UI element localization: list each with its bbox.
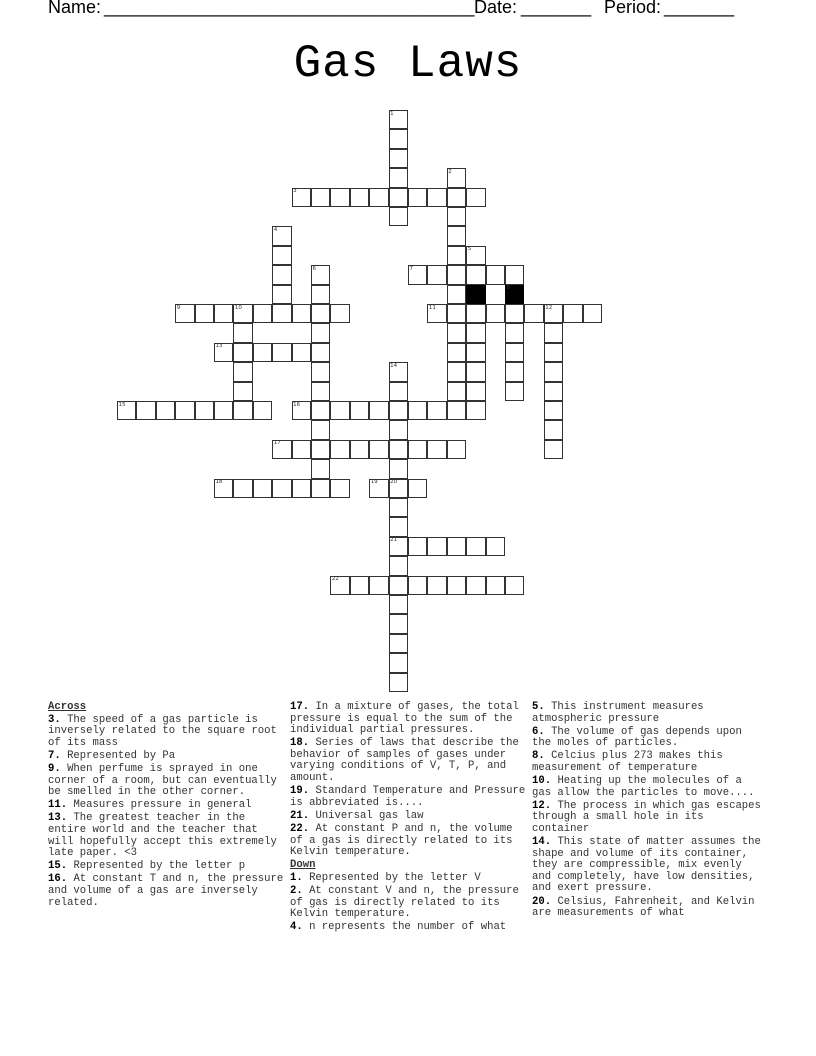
- crossword-cell[interactable]: [466, 401, 485, 420]
- crossword-cell[interactable]: [466, 265, 485, 284]
- crossword-cell[interactable]: [330, 440, 349, 459]
- clue-text: When perfume is sprayed in one corner of a room, but can eventually be smelled in the other corner.: [48, 762, 277, 799]
- crossword-cell[interactable]: [389, 401, 408, 420]
- crossword-cell[interactable]: [447, 401, 466, 420]
- crossword-cell[interactable]: [447, 285, 466, 304]
- clue-item: [532, 702, 766, 725]
- clue-number-label: 8: [506, 285, 510, 292]
- crossword-cell[interactable]: [136, 401, 155, 420]
- crossword-cell[interactable]: [292, 479, 311, 498]
- clue-number-label: 3: [293, 188, 297, 195]
- crossword-cell[interactable]: [311, 304, 330, 323]
- clue-number-label: 16: [293, 401, 301, 408]
- crossword-cell[interactable]: [447, 576, 466, 595]
- clue-number: 11.: [48, 799, 68, 812]
- clue-item: [48, 715, 286, 750]
- across-clue-list: [48, 715, 286, 910]
- crossword-cell[interactable]: [447, 440, 466, 459]
- crossword-cell[interactable]: [447, 207, 466, 226]
- clue-item: [290, 702, 528, 737]
- crossword-cell[interactable]: [311, 420, 330, 439]
- crossword-cell[interactable]: [233, 382, 252, 401]
- clue-number-label: 4: [273, 226, 278, 233]
- clue-text: At constant V and n, the pressure of gas is directly related to its Kelvin temperature.: [290, 884, 519, 921]
- crossword-cell[interactable]: [350, 576, 369, 595]
- crossword-cell[interactable]: [408, 401, 427, 420]
- crossword-cell[interactable]: [214, 401, 233, 420]
- crossword-cell[interactable]: [447, 188, 466, 207]
- crossword-cell[interactable]: [389, 614, 408, 633]
- clue-item: [48, 800, 286, 812]
- clue-number: 20.: [532, 895, 552, 908]
- clue-text: Heating up the molecules of a gas allow the particles to move....: [532, 775, 755, 799]
- down-clue-list-continued: [532, 702, 766, 920]
- clue-number: 13.: [48, 812, 68, 825]
- clue-text: The greatest teacher in the entire world and the teacher that will hopefully accept this extremely late paper. <3: [48, 812, 277, 860]
- clue-item: [48, 861, 286, 873]
- clue-item: [48, 751, 286, 763]
- crossword-cell[interactable]: [427, 440, 446, 459]
- crossword-cell[interactable]: [544, 401, 563, 420]
- clue-number-label: 10: [234, 304, 242, 311]
- crossword-cell[interactable]: [311, 440, 330, 459]
- clue-number-label: 7: [409, 265, 413, 272]
- clue-number-label: 11: [428, 304, 436, 311]
- clue-text: At constant T and n, the pressure and volume of a gas are inversely related.: [48, 873, 284, 909]
- clue-number-label: 21: [390, 537, 398, 544]
- crossword-cell[interactable]: [369, 576, 388, 595]
- crossword-cell[interactable]: [408, 479, 427, 498]
- crossword-cell[interactable]: [253, 479, 272, 498]
- crossword-cell[interactable]: [447, 382, 466, 401]
- crossword-cell[interactable]: [486, 576, 505, 595]
- crossword-cell[interactable]: [447, 246, 466, 265]
- crossword-cell[interactable]: [389, 188, 408, 207]
- clue-number: 10.: [532, 775, 552, 788]
- clues-column-2: [290, 702, 528, 935]
- clue-number-label: 9: [176, 304, 181, 311]
- crossword-cell[interactable]: [311, 188, 330, 207]
- crossword-cell[interactable]: [272, 246, 291, 265]
- crossword-cell[interactable]: [389, 595, 408, 614]
- clue-number: 1.: [290, 871, 303, 884]
- crossword-cell[interactable]: [563, 304, 582, 323]
- clue-text: Measures pressure in general: [73, 799, 252, 812]
- crossword-cell[interactable]: [330, 188, 349, 207]
- clue-text: Series of laws that describe the behavior of samples of gases under varying conditions of V, T, P, and amount.: [290, 737, 519, 785]
- crossword-cell[interactable]: [272, 343, 291, 362]
- clue-text: Universal gas law: [315, 809, 424, 822]
- clue-number-label: 19: [370, 479, 378, 486]
- clue-number: 16.: [48, 873, 68, 886]
- clue-number: 21.: [290, 809, 310, 822]
- clue-number: 22.: [290, 822, 310, 835]
- clue-number: 4.: [290, 921, 303, 934]
- crossword-cell[interactable]: [447, 304, 466, 323]
- clue-number-label: 6: [312, 265, 316, 272]
- crossword-cell[interactable]: [214, 304, 233, 323]
- crossword-cell[interactable]: [330, 479, 349, 498]
- crossword-cell[interactable]: [195, 304, 214, 323]
- across-heading: Across: [48, 701, 87, 713]
- clue-item: [48, 874, 286, 909]
- clue-item: [532, 751, 766, 774]
- crossword-cell[interactable]: [486, 265, 505, 284]
- crossword-cell[interactable]: [311, 362, 330, 381]
- clue-number: 15.: [48, 860, 68, 873]
- crossword-cell[interactable]: [408, 440, 427, 459]
- crossword-cell[interactable]: [408, 537, 427, 556]
- clue-text: At constant P and n, the volume of a gas is directly related to its Kelvin temperature.: [290, 822, 513, 859]
- crossword-cell[interactable]: [330, 401, 349, 420]
- crossword-cell[interactable]: [583, 304, 602, 323]
- crossword-cell[interactable]: [505, 382, 524, 401]
- crossword-cell[interactable]: [389, 498, 408, 517]
- crossword-cell[interactable]: [253, 343, 272, 362]
- crossword-cell[interactable]: [544, 382, 563, 401]
- crossword-cell[interactable]: [486, 537, 505, 556]
- date-blank[interactable]: _______: [521, 0, 592, 17]
- crossword-cell[interactable]: [233, 362, 252, 381]
- crossword-cell[interactable]: [389, 517, 408, 536]
- crossword-cell[interactable]: [447, 323, 466, 342]
- crossword-cell[interactable]: [389, 653, 408, 672]
- crossword-cell[interactable]: [311, 459, 330, 478]
- crossword-cell[interactable]: [311, 479, 330, 498]
- date-label: Date:: [474, 0, 518, 17]
- clue-number: 6.: [532, 725, 545, 738]
- clue-item: [532, 776, 766, 799]
- crossword-cell[interactable]: [427, 401, 446, 420]
- crossword-cell[interactable]: [369, 188, 388, 207]
- crossword-cell[interactable]: [272, 479, 291, 498]
- crossword-cell[interactable]: [466, 323, 485, 342]
- crossword-cell[interactable]: [389, 207, 408, 226]
- clue-number: 8.: [532, 750, 545, 763]
- crossword-cell[interactable]: [466, 304, 485, 323]
- clue-text: This instrument measures atmospheric pressure: [532, 701, 704, 725]
- crossword-cell[interactable]: [272, 304, 291, 323]
- crossword-cell[interactable]: [369, 440, 388, 459]
- crossword-cell[interactable]: [175, 401, 194, 420]
- clue-number-label: 12: [545, 304, 553, 311]
- crossword-cell[interactable]: [156, 401, 175, 420]
- clue-text: Represented by Pa: [67, 749, 176, 762]
- crossword-cell[interactable]: [389, 576, 408, 595]
- crossword-cell[interactable]: [505, 343, 524, 362]
- clues-column-3: [532, 702, 766, 921]
- crossword-cell[interactable]: [427, 188, 446, 207]
- crossword-cell[interactable]: [350, 401, 369, 420]
- crossword-cell[interactable]: [389, 129, 408, 148]
- crossword-cell[interactable]: [544, 440, 563, 459]
- clue-number-label: 17: [273, 440, 281, 447]
- clue-text: This state of matter assumes the shape and volume of its container, they are compressible, mix evenly and completely, have low densities, and exert pressure.: [532, 836, 761, 895]
- period-blank[interactable]: _______: [664, 0, 735, 17]
- crossword-cell[interactable]: [427, 265, 446, 284]
- crossword-cell[interactable]: [505, 362, 524, 381]
- crossword-cell[interactable]: [544, 420, 563, 439]
- crossword-cell[interactable]: [524, 304, 543, 323]
- clue-text: n represents the number of what: [309, 921, 507, 934]
- crossword-cell[interactable]: [292, 304, 311, 323]
- clue-number: 19.: [290, 785, 310, 798]
- crossword-cell[interactable]: [544, 323, 563, 342]
- crossword-cell[interactable]: [466, 537, 485, 556]
- clue-number-label: 13: [215, 343, 223, 350]
- clue-number: 2.: [290, 884, 303, 897]
- clue-number: 5.: [532, 701, 545, 713]
- crossword-cell[interactable]: [311, 323, 330, 342]
- clue-text: Represented by the letter p: [73, 860, 246, 873]
- crossword-cell[interactable]: [389, 459, 408, 478]
- crossword-cell[interactable]: [389, 420, 408, 439]
- name-label: Name:: [48, 0, 102, 17]
- crossword-cell[interactable]: [233, 343, 252, 362]
- clue-item: [290, 738, 528, 784]
- clue-text: The process in which gas escapes through a small hole in its container: [532, 799, 761, 835]
- clue-number: 12.: [532, 799, 552, 812]
- crossword-cell[interactable]: [447, 226, 466, 245]
- down-clue-list: [290, 873, 528, 934]
- crossword-cell[interactable]: [292, 440, 311, 459]
- clue-number: 17.: [290, 701, 310, 713]
- clue-number-label: 1: [390, 110, 394, 117]
- crossword-cell[interactable]: [389, 382, 408, 401]
- crossword-cell[interactable]: [427, 537, 446, 556]
- clue-number: 7.: [48, 749, 61, 762]
- clue-number: 14.: [532, 836, 552, 849]
- clue-text: Standard Temperature and Pressure is abbreviated is....: [290, 785, 526, 809]
- crossword-cell[interactable]: [292, 343, 311, 362]
- clue-number-label: 2: [448, 168, 452, 175]
- crossword-cell[interactable]: [350, 440, 369, 459]
- clue-item: [532, 897, 766, 920]
- crossword-cell[interactable]: [505, 323, 524, 342]
- crossword-cell[interactable]: [505, 304, 524, 323]
- clue-item: [290, 886, 528, 921]
- clue-item: [290, 811, 528, 823]
- clue-item: [48, 813, 286, 859]
- crossword-cell[interactable]: [389, 440, 408, 459]
- crossword-cell[interactable]: [466, 382, 485, 401]
- crossword-cell[interactable]: [253, 304, 272, 323]
- crossword-cell[interactable]: [466, 362, 485, 381]
- crossword-cell[interactable]: [466, 343, 485, 362]
- clue-item: [48, 764, 286, 799]
- clue-text: The volume of gas depends upon the moles of particles.: [532, 725, 742, 750]
- clue-text: Celcius plus 273 makes this measurement of temperature: [532, 750, 723, 774]
- crossword-cell[interactable]: [408, 576, 427, 595]
- crossword-cell[interactable]: [447, 343, 466, 362]
- period-label: Period:: [604, 0, 662, 17]
- crossword-cell[interactable]: [447, 265, 466, 284]
- clue-text: In a mixture of gases, the total pressure is equal to the sum of the individual partial pressures.: [290, 701, 519, 737]
- clue-item: [532, 837, 766, 895]
- down-heading: Down: [290, 859, 316, 872]
- clue-item: [290, 824, 528, 859]
- crossword-cell[interactable]: [427, 576, 446, 595]
- clue-text: Represented by the letter V: [309, 871, 481, 884]
- blocked-cell: [466, 285, 485, 304]
- crossword-cell[interactable]: [505, 265, 524, 284]
- crossword-cell[interactable]: [330, 304, 349, 323]
- crossword-cell[interactable]: [486, 304, 505, 323]
- crossword-cell[interactable]: [233, 323, 252, 342]
- clue-item: [290, 786, 528, 809]
- crossword-cell[interactable]: [233, 401, 252, 420]
- clue-item: [290, 873, 528, 885]
- crossword-cell[interactable]: [389, 634, 408, 653]
- crossword-cell[interactable]: [389, 168, 408, 187]
- crossword-cell[interactable]: [505, 576, 524, 595]
- clue-text: The speed of a gas particle is inversely related to the square root of its mass: [48, 713, 277, 749]
- crossword-cell[interactable]: [369, 401, 388, 420]
- crossword-cell[interactable]: [272, 285, 291, 304]
- clue-number: 9.: [48, 762, 61, 775]
- crossword-cell[interactable]: [466, 188, 485, 207]
- clue-item: [290, 922, 528, 934]
- clue-number-label: 15: [118, 401, 126, 408]
- crossword-cell[interactable]: [389, 556, 408, 575]
- clue-item: [532, 727, 766, 750]
- clue-text: Celsius, Fahrenheit, and Kelvin are measurements of what: [532, 895, 755, 920]
- crossword-cell[interactable]: [408, 188, 427, 207]
- clue-number-label: 22: [331, 576, 339, 583]
- crossword-cell[interactable]: [311, 285, 330, 304]
- crossword-cell[interactable]: [350, 188, 369, 207]
- crossword-cell[interactable]: [311, 401, 330, 420]
- crossword-cell[interactable]: [466, 576, 485, 595]
- crossword-cell[interactable]: [544, 362, 563, 381]
- crossword-cell[interactable]: [389, 149, 408, 168]
- name-blank[interactable]: _____________________________________: [104, 0, 475, 17]
- crossword-cell[interactable]: [272, 265, 291, 284]
- clue-number: 18.: [290, 737, 310, 750]
- crossword-cell[interactable]: [253, 401, 272, 420]
- crossword-cell[interactable]: [447, 362, 466, 381]
- page-title: Gas Laws: [293, 38, 523, 90]
- crossword-cell[interactable]: [195, 401, 214, 420]
- crossword-cell[interactable]: [233, 479, 252, 498]
- clue-number-label: 18: [215, 479, 223, 486]
- crossword-cell[interactable]: [311, 343, 330, 362]
- across-clue-list-continued: [290, 702, 528, 859]
- clue-number-label: 20: [390, 479, 398, 486]
- crossword-cell[interactable]: [447, 537, 466, 556]
- crossword-cell[interactable]: [544, 343, 563, 362]
- clue-number: 3.: [48, 713, 61, 726]
- clue-number-label: 14: [390, 362, 398, 369]
- clue-number-label: 5: [467, 246, 472, 253]
- clue-item: [532, 801, 766, 836]
- crossword-cell[interactable]: [389, 673, 408, 692]
- crossword-cell[interactable]: [311, 382, 330, 401]
- clues-column-1: [48, 702, 286, 911]
